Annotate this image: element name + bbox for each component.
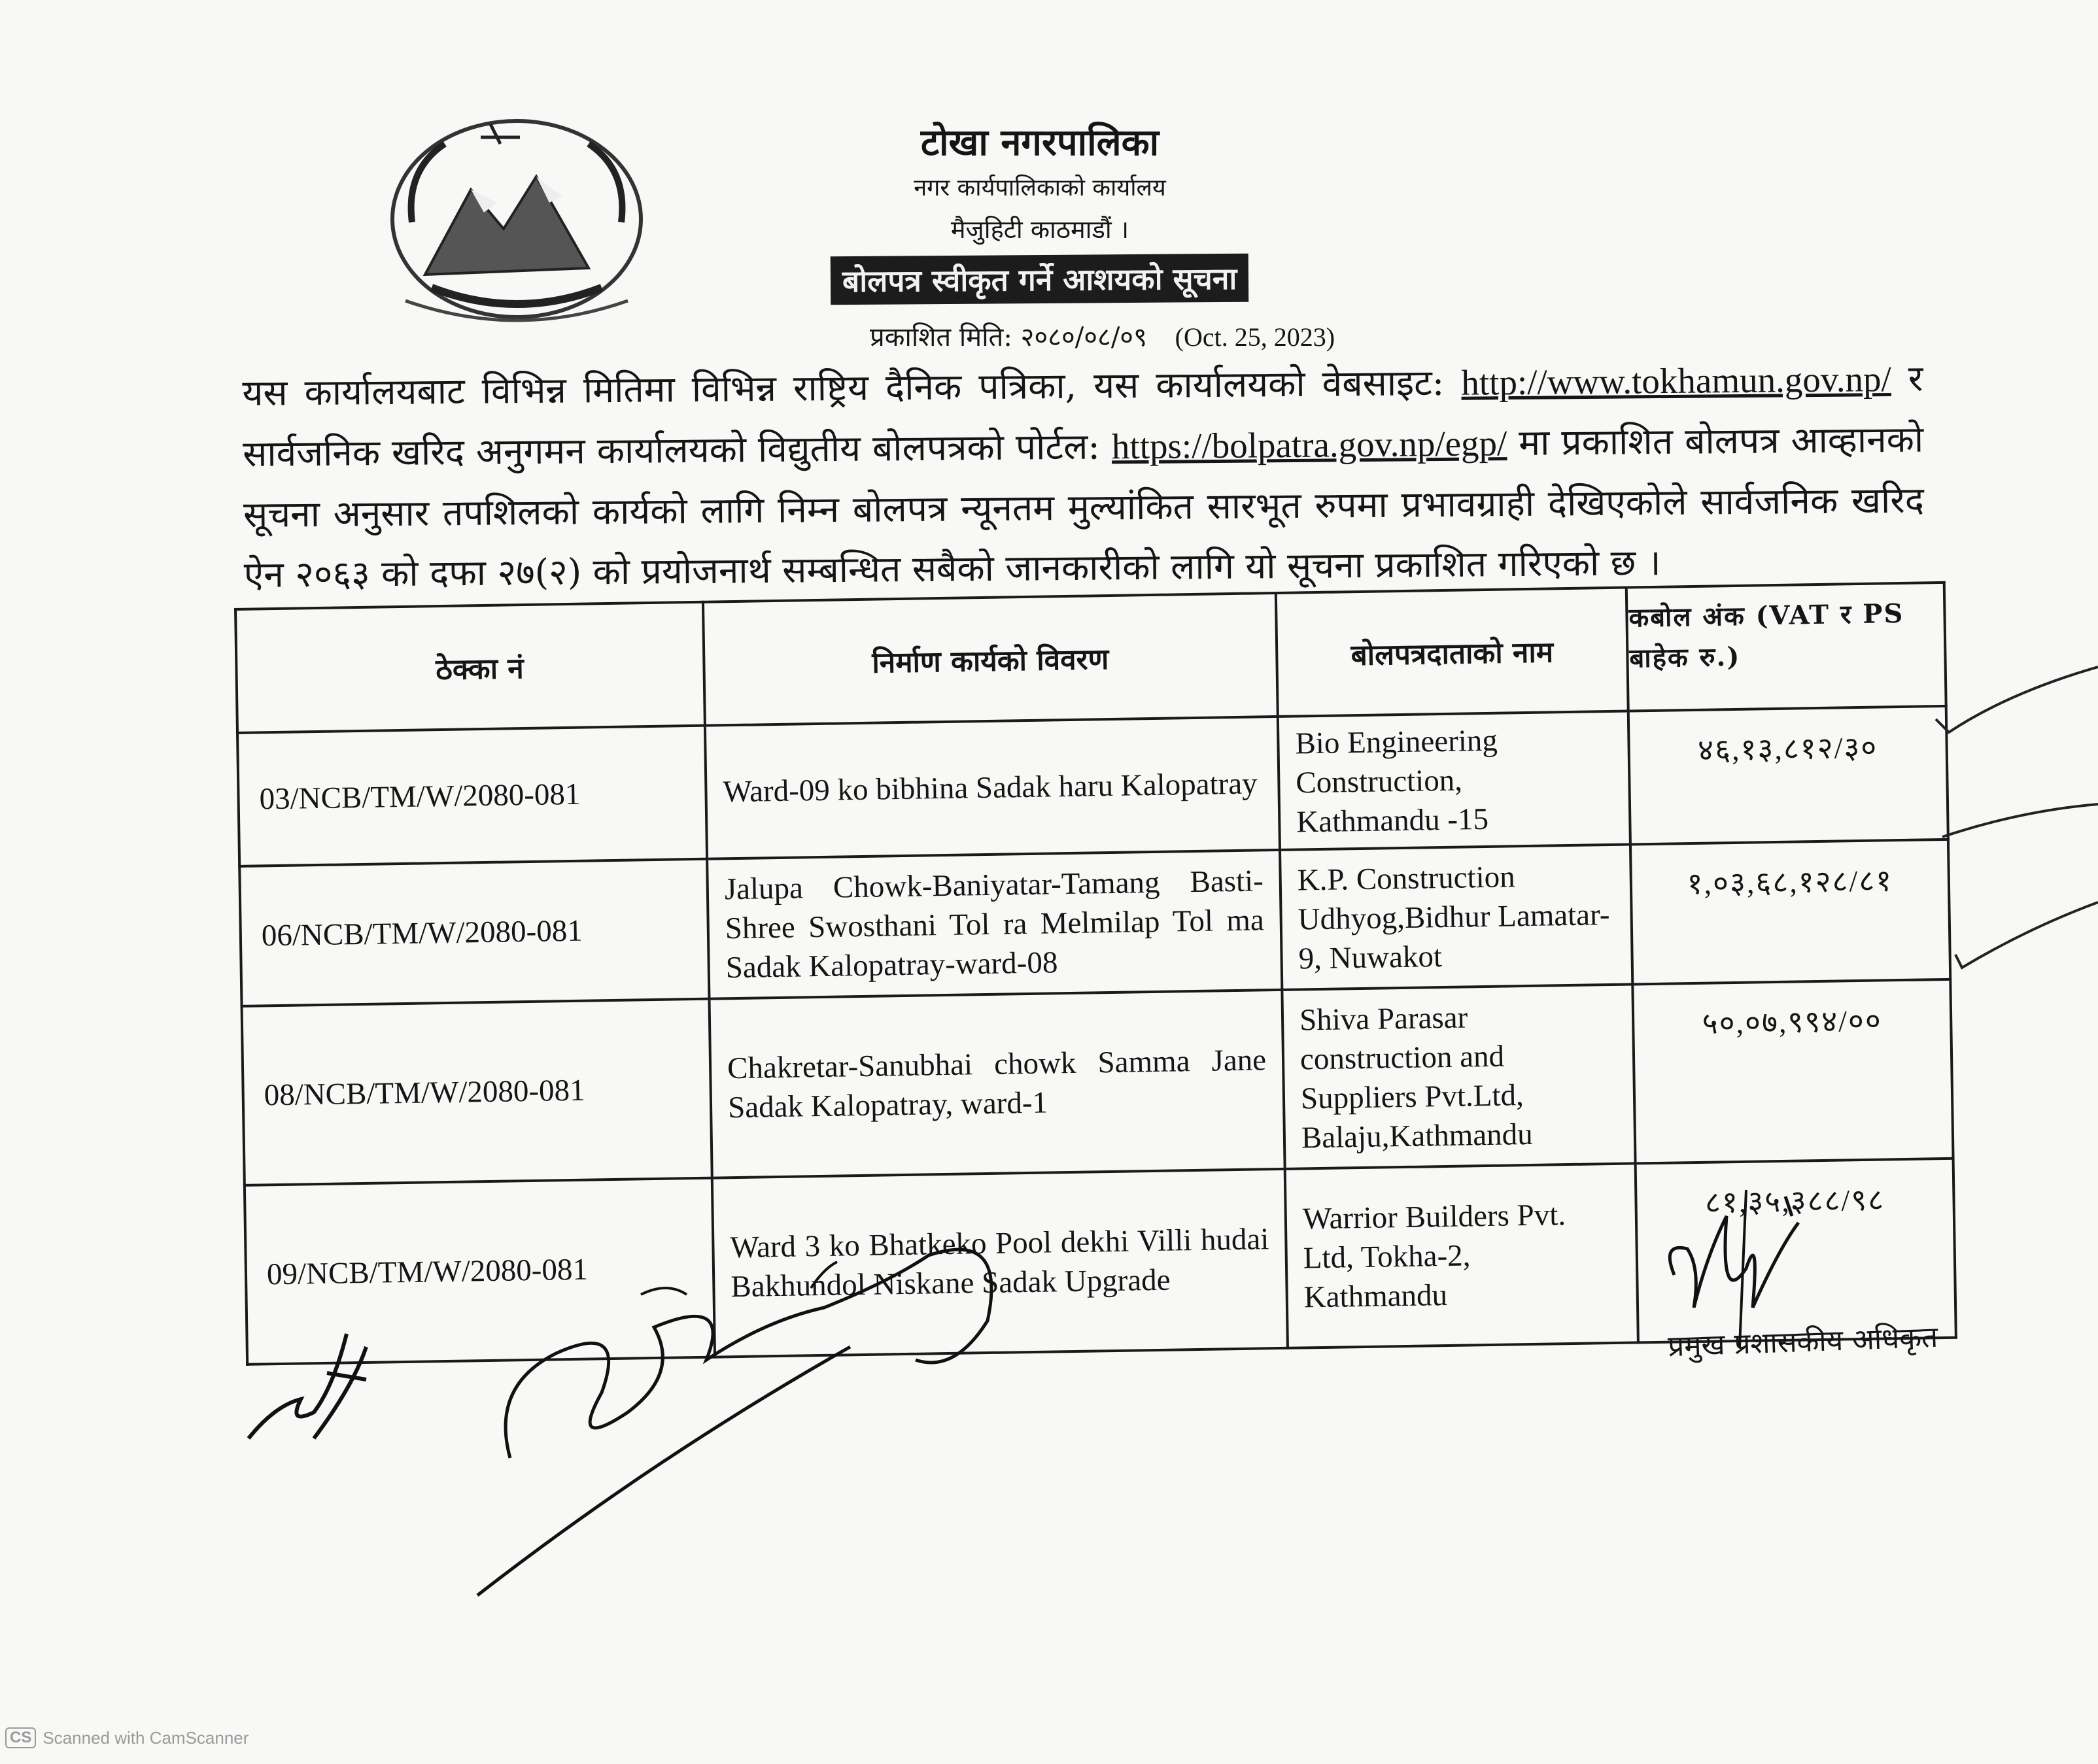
- bidder-name-cell: Shiva Parasar construction and Suppliers Pvt.Ltd, Balaju,Kathmandu: [1282, 984, 1635, 1168]
- egp-portal-link[interactable]: https://bolpatra.gov.np/egp/: [1111, 423, 1507, 467]
- work-description-cell: Ward 3 ko Bhatkeko Pool dekhi Villi hudai Bakhundol Niskane Sadak Upgrade: [712, 1169, 1288, 1357]
- scanner-watermark: [5, 1727, 249, 1748]
- work-description-cell: Chakretar-Sanubhai chowk Samma Jane Sadak Kalopatray, ward-1: [709, 990, 1284, 1178]
- contract-no-cell: 09/NCB/TM/W/2080-081: [245, 1178, 715, 1365]
- header-bidder-name: बोलपत्रदाताको नाम: [1276, 588, 1628, 717]
- contract-no-cell: 08/NCB/TM/W/2080-081: [242, 999, 712, 1185]
- publish-date: [870, 318, 1335, 354]
- bid-amount-cell: ८१,३५,३८८/९८: [1636, 1159, 1956, 1343]
- bid-amount-cell: ४६,१३,८१२/३०: [1628, 706, 1948, 845]
- camscanner-logo-icon: CS: [5, 1727, 36, 1748]
- header-contract-no: ठेक्का नं: [235, 602, 705, 733]
- signature-icon: [458, 1242, 1046, 1608]
- nepal-emblem-icon: [366, 105, 667, 327]
- table-row: [239, 840, 1950, 1006]
- municipality-name: टोखा नगरपालिका: [920, 121, 1160, 164]
- header-bid-amount: कबोल अंक (VAT र PS बाहेक रु.): [1626, 583, 1946, 711]
- bid-amount-cell: ५०,०७,९९४/००: [1632, 979, 1953, 1164]
- table-row: [237, 706, 1948, 866]
- work-description-cell: Ward-09 ko bibhina Sadak haru Kalopatray: [705, 717, 1280, 859]
- publish-date-nepali: प्रकाशित मिति: २०८०/०८/०९: [870, 322, 1147, 352]
- publish-date-english: (Oct. 25, 2023): [1175, 322, 1335, 352]
- paragraph-part-1: यस कार्यालयबाट विभिन्न मितिमा विभिन्न राष्ट्रिय दैनिक पत्रिका, यस कार्यालयको वेबसाइट:: [242, 361, 1462, 414]
- paragraph-part-2: र सार्वजनिक खरिद अनुगमन कार्यालयको विद्युतीय बोलपत्रको पोर्टल:: [242, 357, 1923, 475]
- bidder-name-cell: Bio Engineering Construction, Kathmandu -15: [1278, 711, 1630, 850]
- signature-icon: [235, 1308, 392, 1465]
- contract-no-cell: 03/NCB/TM/W/2080-081: [237, 726, 707, 866]
- website-link[interactable]: http://www.tokhamun.gov.np/: [1461, 358, 1892, 403]
- bidder-name-cell: K.P. Construction Udhyog,Bidhur Lamatar-9, Nuwakot: [1280, 845, 1632, 990]
- notice-paragraph: [242, 348, 1925, 605]
- watermark-text: Scanned with CamScanner: [43, 1727, 249, 1748]
- bidder-name-cell: Warrior Builders Pvt. Ltd, Tokha-2, Kathmandu: [1285, 1163, 1638, 1348]
- office-header: [817, 118, 1262, 303]
- office-name: नगर कार्यपालिकाको कार्यालय: [914, 175, 1166, 201]
- contract-no-cell: 06/NCB/TM/W/2080-081: [239, 859, 709, 1006]
- office-address: मैजुहिटी काठमाडौं ।: [950, 215, 1129, 244]
- paragraph-part-3: मा प्रकाशित बोलपत्र आव्हानको सूचना अनुसार तपशिलको कार्यको लागि निम्न बोलपत्र न्यूनतम मुल्यांकित सारभूत रुपमा प्रभावग्राही देखिएकोले सार्वजनिक खरिद ऐन २०६३ को दफा २७(२) को प्रयोजनार्थ सम्बन्धित सबैको जानकारीको लागि यो सूचना प्रकाशित गरिएको छ ।: [243, 418, 1925, 596]
- signatory-title: प्रमुख प्रशासकीय अधिकृत: [1667, 1320, 1938, 1364]
- header-work-description: निर्माण कार्यको विवरण: [703, 593, 1278, 726]
- bid-amount-cell: १,०३,६८,१२८/८१: [1630, 840, 1950, 985]
- notice-title: बोलपत्र स्वीकृत गर्ने आशयको सूचना: [831, 254, 1249, 305]
- work-description-cell: Jalupa Chowk-Baniyatar-Tamang Basti-Shree Swosthani Tol ra Melmilap Tol ma Sadak Kalopatray-ward-08: [707, 850, 1282, 999]
- check-marks-icon: [1929, 641, 2098, 1033]
- table-row: [242, 979, 1953, 1185]
